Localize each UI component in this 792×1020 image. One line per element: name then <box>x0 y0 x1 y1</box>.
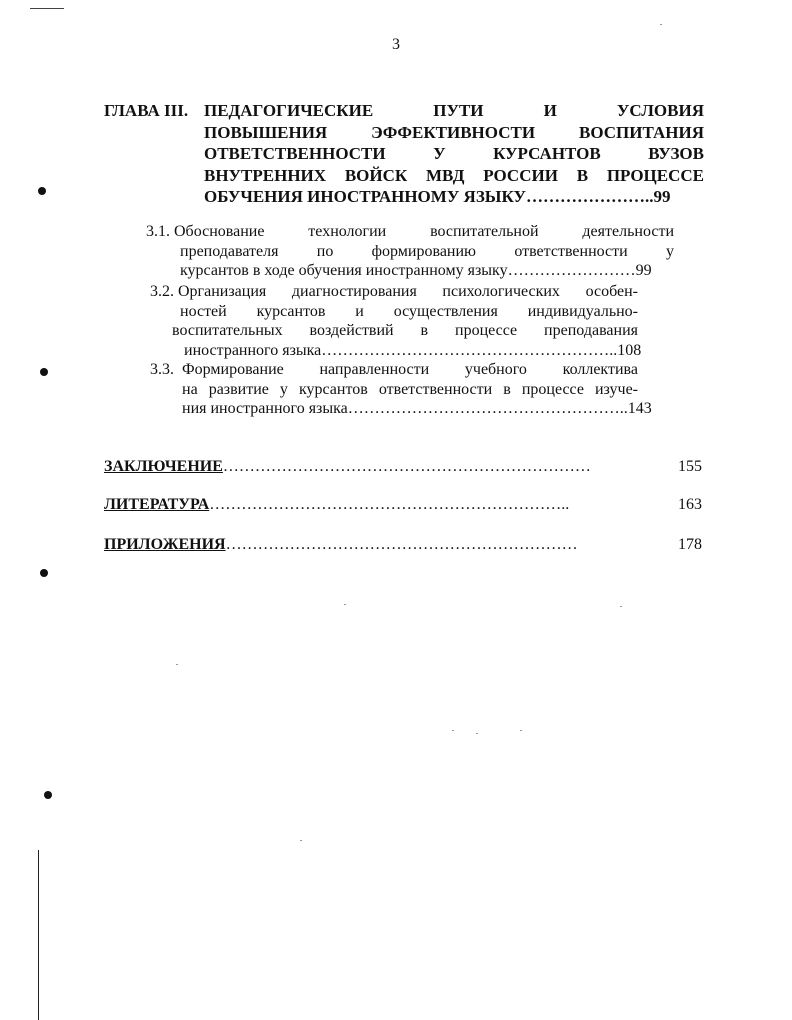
entry-page: 163 <box>678 496 702 513</box>
scan-speck <box>300 840 302 841</box>
section-last-line: иностранного языка………………………………………………..108 <box>184 341 642 359</box>
section-line: Обоснование технологии воспитательной деятельности <box>174 223 674 240</box>
scan-top-mark <box>30 8 64 9</box>
toc-entry-literature <box>104 496 702 514</box>
section-page: 99 <box>635 262 652 279</box>
scan-speck <box>660 24 662 25</box>
scan-speck <box>520 730 522 731</box>
binder-hole-mark <box>40 569 48 577</box>
binder-hole-mark <box>40 368 48 376</box>
entry-page: 155 <box>678 458 702 475</box>
chapter-title-line: ОТВЕТСТВЕННОСТИ У КУРСАНТОВ ВУЗОВ <box>204 144 704 163</box>
section-page: 108 <box>617 341 642 359</box>
chapter-title-line: ПОВЫШЕНИЯ ЭФФЕКТИВНОСТИ ВОСПИТАНИЯ <box>204 122 704 142</box>
section-number: 3.1. <box>146 223 170 240</box>
scan-speck <box>452 730 454 731</box>
section-line: Формирование направленности учебного коллектива <box>182 361 638 378</box>
binder-hole-mark <box>44 791 52 799</box>
section-leader: …………………… <box>507 262 636 279</box>
chapter-leader: ………………….. <box>525 187 654 206</box>
section-leader: ……………………………………………….. <box>321 341 618 359</box>
entry-page: 178 <box>678 536 702 553</box>
scan-speck <box>620 606 622 607</box>
section-line: Организация диагностирования психологических особен- <box>178 283 638 300</box>
page-number: 3 <box>392 36 400 53</box>
entry-label: ПРИЛОЖЕНИЯ <box>104 536 226 553</box>
section-last-line: курсантов в ходе обучения иностранному языку……………………99 <box>180 262 652 279</box>
entry-leader: …………………………………………………………… <box>222 458 591 475</box>
scan-speck <box>476 733 478 734</box>
chapter-title-line: ВНУТРЕННИХ ВОЙСК МВД РОССИИ В ПРОЦЕССЕ <box>204 165 704 185</box>
section-line: ностей курсантов и осуществления индивидуально- <box>180 302 638 320</box>
section-number: 3.2. <box>150 283 174 300</box>
section-leader: …………………………………………….. <box>347 400 628 417</box>
scan-speck <box>344 604 346 605</box>
section-line: преподавателя по формированию ответственности у <box>180 242 674 260</box>
section-number: 3.3. <box>150 361 174 378</box>
toc-entry-appendices <box>104 536 702 554</box>
scan-binding-edge <box>38 850 39 1020</box>
entry-label: ЛИТЕРАТУРА <box>104 496 210 513</box>
chapter-title-last-line: ОБУЧЕНИЯ ИНОСТРАННОМУ ЯЗЫКУ…………………..99 <box>204 187 671 206</box>
entry-leader: ………………………………………………………….. <box>209 496 570 513</box>
scan-speck <box>176 664 178 665</box>
section-line: воспитательных воздействий в процессе преподавания <box>172 322 638 339</box>
entry-leader: ………………………………………………………… <box>225 536 578 553</box>
binder-hole-mark <box>38 187 46 195</box>
chapter-title-line: ПЕДАГОГИЧЕСКИЕ ПУТИ И УСЛОВИЯ <box>204 101 704 120</box>
section-last-line: ния иностранного языка……………………………………………..143 <box>182 400 652 417</box>
section-line: на развитие у курсантов ответственности в процессе изуче- <box>182 380 638 398</box>
chapter-title <box>204 100 704 208</box>
chapter-label: ГЛАВА III. <box>104 101 189 120</box>
entry-label: ЗАКЛЮЧЕНИЕ <box>104 458 223 475</box>
toc-entry-conclusion <box>104 458 702 476</box>
chapter-page: 99 <box>653 187 671 206</box>
section-page: 143 <box>627 400 652 417</box>
